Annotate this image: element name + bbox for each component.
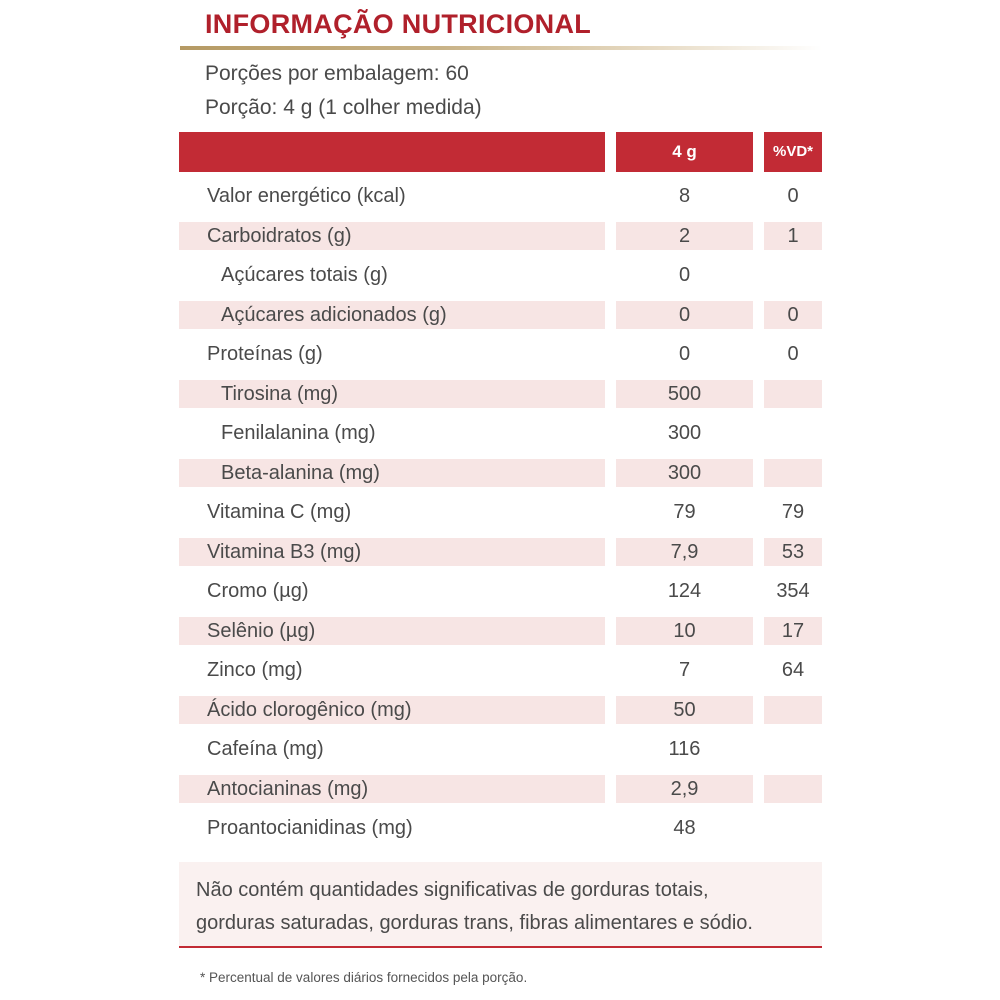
nutrient-amount: 300 (667, 422, 702, 444)
nutrient-daily-value (764, 814, 822, 842)
nutrient-name: Proteínas (g) (207, 343, 323, 365)
table-row (0, 459, 1000, 487)
nutrient-name: Fenilalanina (mg) (221, 422, 376, 444)
nutrient-daily-value (764, 380, 822, 408)
table-row (0, 222, 1000, 250)
nutrient-amount: 8 (678, 185, 691, 207)
table-row (0, 261, 1000, 289)
table-row (0, 696, 1000, 724)
nutrient-name: Selênio (µg) (179, 617, 605, 645)
header-amount: 4 g (616, 132, 753, 172)
nutrient-amount: 7 (678, 659, 691, 681)
table-row (0, 775, 1000, 803)
page-title: INFORMAÇÃO NUTRICIONAL (205, 9, 592, 39)
nutrient-name: Cromo (µg) (207, 580, 309, 602)
table-row (0, 617, 1000, 645)
nutrient-daily-value: 64 (781, 659, 805, 681)
nutrient-amount: 2,9 (616, 775, 753, 803)
table-row (0, 538, 1000, 566)
nutrient-name: Antocianinas (mg) (179, 775, 605, 803)
nutrient-daily-value: 354 (776, 580, 810, 602)
nutrient-name: Vitamina B3 (mg) (179, 538, 605, 566)
table-row (0, 498, 1000, 526)
nutrient-daily-value (764, 261, 822, 289)
title-divider (180, 46, 822, 50)
serving-size: Porção: 4 g (1 colher medida) (205, 96, 482, 119)
table-row (0, 301, 1000, 329)
servings-per-package: Porções por embalagem: 60 (205, 62, 469, 85)
table-header (0, 132, 1000, 172)
nutrient-daily-value: 17 (764, 617, 822, 645)
nutrient-name: Cafeína (mg) (207, 738, 324, 760)
table-row (0, 419, 1000, 447)
nutrient-name: Ácido clorogênico (mg) (179, 696, 605, 724)
nutrient-amount: 500 (616, 380, 753, 408)
nutrient-daily-value (764, 735, 822, 763)
nutrient-amount: 7,9 (616, 538, 753, 566)
nutrient-amount: 2 (616, 222, 753, 250)
table-row (0, 380, 1000, 408)
nutrient-daily-value: 0 (787, 185, 799, 207)
nutrient-daily-value (764, 419, 822, 447)
nutrient-amount: 0 (678, 264, 691, 286)
nutrient-daily-value (764, 459, 822, 487)
table-row (0, 735, 1000, 763)
nutrient-daily-value: 53 (764, 538, 822, 566)
nutrient-amount: 116 (668, 738, 701, 760)
nutrient-amount: 10 (616, 617, 753, 645)
table-row (0, 577, 1000, 605)
nutrient-daily-value: 0 (764, 301, 822, 329)
nutrient-name: Zinco (mg) (207, 659, 303, 681)
header-daily-value: %VD* (764, 132, 822, 172)
disclaimer-line-2: gorduras saturadas, gorduras trans, fibras alimentares e sódio. (196, 912, 753, 934)
nutrient-name: Valor energético (kcal) (207, 185, 406, 207)
nutrient-daily-value (764, 696, 822, 724)
nutrient-amount: 124 (667, 580, 702, 602)
nutrient-name: Beta-alanina (mg) (179, 459, 605, 487)
nutrient-name: Vitamina C (mg) (207, 501, 352, 523)
nutrient-name: Açúcares totais (g) (221, 264, 388, 286)
nutrient-amount: 300 (616, 459, 753, 487)
nutrient-daily-value (764, 775, 822, 803)
nutrient-name: Tirosina (mg) (179, 380, 605, 408)
nutrient-amount: 48 (673, 817, 696, 839)
nutrient-amount: 79 (673, 501, 696, 523)
disclaimer-note (179, 862, 822, 946)
nutrient-name: Açúcares adicionados (g) (179, 301, 605, 329)
nutrient-amount: 0 (616, 301, 753, 329)
table-row (0, 340, 1000, 368)
header-nutrient (179, 132, 605, 172)
table-row (0, 656, 1000, 684)
table-row (0, 182, 1000, 210)
nutrient-amount: 50 (616, 696, 753, 724)
nutrient-name: Proantocianidinas (mg) (207, 817, 413, 839)
nutrient-daily-value: 1 (764, 222, 822, 250)
table-row (0, 814, 1000, 842)
nutrient-amount: 0 (678, 343, 691, 365)
nutrient-daily-value: 79 (781, 501, 805, 523)
nutrient-daily-value: 0 (787, 343, 799, 365)
disclaimer-line-1: Não contém quantidades significativas de gorduras totais, (196, 879, 709, 901)
note-divider (179, 946, 822, 948)
nutrient-name: Carboidratos (g) (179, 222, 605, 250)
footnote: * Percentual de valores diários fornecidos pela porção. (200, 970, 528, 985)
